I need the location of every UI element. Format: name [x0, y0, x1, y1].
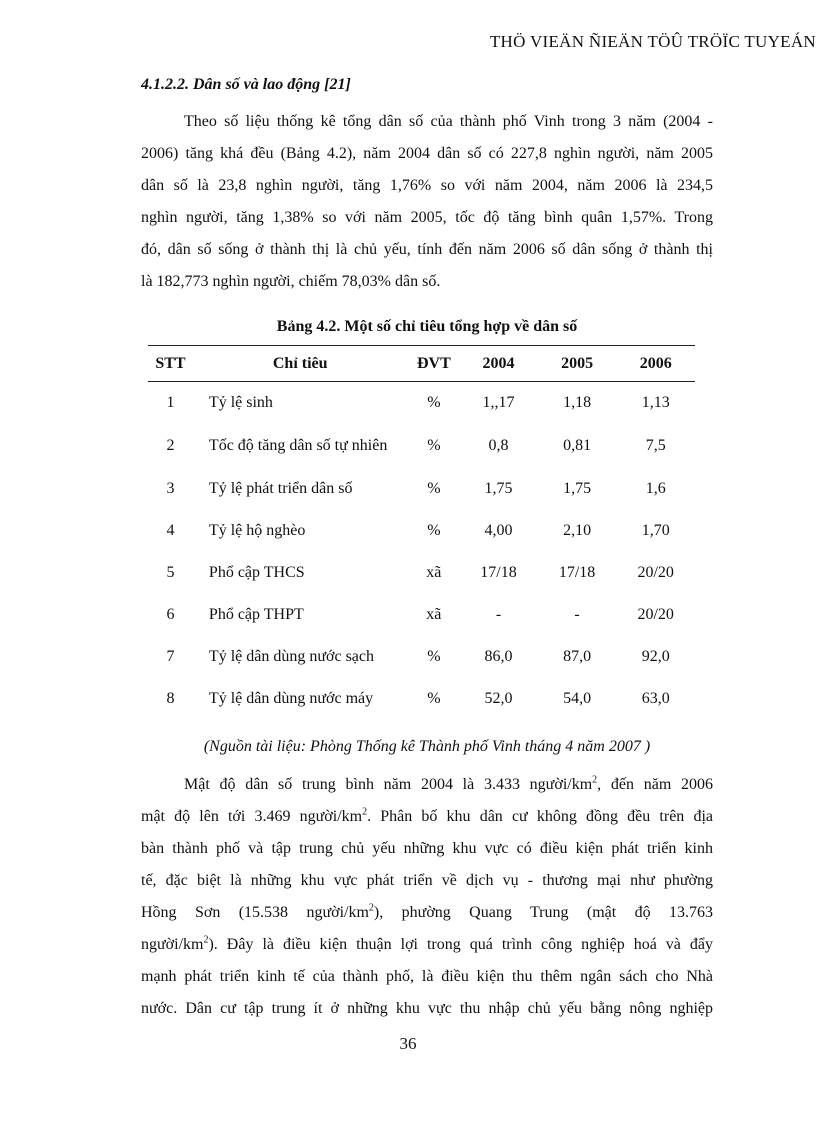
- cell-2006: 1,70: [641, 522, 670, 539]
- text-run: mật độ lên tới 3.469 người/km: [141, 808, 363, 825]
- cell-stt: 4: [166, 522, 175, 539]
- text-run: . Phân bố khu dân cư không đồng đều trên địa: [367, 808, 713, 825]
- cell-2004: 4,00: [484, 522, 513, 539]
- paragraph-line: [141, 769, 713, 801]
- table-row: [148, 636, 695, 678]
- cell-indicator: Tỷ lệ hộ nghèo: [208, 522, 306, 539]
- cell-2005: 0,81: [563, 437, 592, 454]
- table-title: Bảng 4.2. Một số chỉ tiêu tổng hợp về dân số: [276, 318, 578, 335]
- table-header-row: [148, 346, 695, 382]
- table-source-note: (Nguồn tài liệu: Phòng Thống kê Thành phố Vinh tháng 4 năm 2007 ): [203, 738, 651, 755]
- cell-2005: 17/18: [558, 564, 596, 581]
- table-row: [148, 468, 695, 510]
- cell-2004: -: [495, 606, 502, 623]
- cell-2005: -: [574, 606, 580, 623]
- paragraph-population: [141, 106, 713, 298]
- cell-stt: 8: [166, 690, 175, 707]
- cell-2006: 1,13: [641, 394, 670, 411]
- header-unit: ĐVT: [409, 346, 460, 382]
- paragraph-line: đó, dân số sống ở thành thị là chủ yếu, tính đến năm 2006 số dân sống ở thành thị: [141, 241, 713, 258]
- table-row: [148, 552, 695, 594]
- cell-unit: %: [427, 690, 441, 707]
- cell-indicator: [193, 424, 409, 468]
- section-title: 4.1.2.2. Dân số và lao động [21]: [141, 76, 351, 93]
- cell-2004: 17/18: [480, 564, 517, 581]
- cell-unit: xã: [426, 606, 442, 623]
- paragraph-line: nước. Dân cư tập trung ít ở những khu vực thu nhập chủ yếu bằng nông nghiệp: [141, 1000, 713, 1017]
- text-run: ). Đây là điều kiện thuận lợi trong quá trình công nghiệp hoá và đẩy: [208, 936, 713, 953]
- cell-2006: 92,0: [641, 648, 670, 665]
- cell-indicator: Tỷ lệ phát triển dân số: [208, 480, 353, 497]
- table-row: [148, 424, 695, 468]
- cell-stt: 2: [166, 437, 175, 454]
- cell-2005: 87,0: [563, 648, 592, 665]
- cell-2006: 20/20: [637, 564, 674, 581]
- cell-unit: %: [427, 394, 441, 411]
- cell-stt: 6: [166, 606, 175, 623]
- text-run: Mật độ dân số trung bình năm 2004 là 3.433 người/km: [184, 776, 593, 793]
- text-run: , đến năm 2006: [597, 776, 713, 793]
- text-run: người/km: [141, 936, 204, 953]
- cell-2005: 1,75: [563, 480, 592, 497]
- cell-2006: 7,5: [645, 437, 666, 454]
- population-table: [148, 345, 695, 720]
- paragraph-line: [141, 801, 713, 833]
- cell-2004: 0,8: [488, 437, 509, 454]
- paragraph-line: [141, 929, 713, 961]
- superscript: 2: [362, 806, 368, 818]
- cell-indicator: Phổ cập THCS: [208, 564, 305, 581]
- paragraph-line: 2006) tăng khá đều (Bảng 4.2), năm 2004 dân số có 227,8 nghìn người, năm 2005: [141, 145, 713, 162]
- header-indicator: Chỉ tiêu: [193, 346, 409, 382]
- paragraph-line: bàn thành phố và tập trung chủ yếu những khu vực có điều kiện phát triển kinh: [141, 840, 713, 857]
- header-stt: STT: [148, 346, 193, 382]
- cell-2004: 1,,17: [482, 394, 515, 411]
- paragraph-line: là 182,773 nghìn người, chiếm 78,03% dân số.: [141, 273, 441, 290]
- cell-indicator: Tỷ lệ dân dùng nước máy: [208, 690, 374, 707]
- table-row: [148, 594, 695, 636]
- text-run: ), phường Quang Trung (mật độ 13.763: [373, 904, 714, 921]
- page-number: 36: [399, 1034, 417, 1053]
- superscript: 2: [368, 902, 374, 914]
- cell-unit: %: [427, 437, 441, 454]
- table-row: [148, 382, 695, 425]
- cell-indicator-text: Tốc độ tăng dân số tự nhiên: [208, 437, 388, 454]
- paragraph-line: mạnh phát triển kinh tế của thành phố, là điều kiện thu thêm ngân sách cho Nhà: [141, 968, 713, 985]
- paragraph-line: nghìn người, tăng 1,38% so với năm 2005, tốc độ tăng bình quân 1,57%. Trong: [141, 209, 713, 226]
- page-header: THÖ VIEÄN ÑIEÄN TÖÛ TRÖÏC TUYEÁN: [489, 32, 816, 51]
- paragraph-line: Theo số liệu thống kê tổng dân số của thành phố Vinh trong 3 năm (2004 -: [184, 113, 713, 130]
- cell-unit: %: [427, 648, 441, 665]
- cell-stt: 3: [166, 480, 175, 497]
- cell-2004: 52,0: [484, 690, 513, 707]
- cell-2006: 1,6: [645, 480, 666, 497]
- header-2005: 2005: [538, 346, 617, 382]
- table-row: [148, 678, 695, 720]
- cell-2006: 20/20: [637, 606, 674, 623]
- cell-indicator: Tỷ lệ dân dùng nước sạch: [208, 648, 375, 665]
- cell-2005: 54,0: [563, 690, 592, 707]
- cell-indicator: Tỷ lệ sinh: [208, 394, 273, 411]
- paragraph-line: dân số là 23,8 nghìn người, tăng 1,76% so với năm 2004, năm 2006 là 234,5: [141, 177, 713, 194]
- cell-2006: 63,0: [641, 690, 670, 707]
- superscript: 2: [203, 934, 209, 946]
- superscript: 2: [592, 774, 598, 786]
- cell-stt: 7: [166, 648, 175, 665]
- cell-2005: 1,18: [563, 394, 592, 411]
- header-2004: 2004: [459, 346, 538, 382]
- header-2006: 2006: [616, 346, 695, 382]
- paragraph-line: tế, đặc biệt là những khu vực phát triển về dịch vụ - thương mại như phường: [141, 872, 713, 889]
- text-run: Hồng Sơn (15.538 người/km: [141, 904, 369, 921]
- paragraph-line: [141, 897, 713, 929]
- table-row: [148, 510, 695, 552]
- paragraph-density: [141, 769, 713, 1025]
- cell-unit: %: [427, 480, 441, 497]
- cell-2004: 86,0: [484, 648, 513, 665]
- cell-stt: 1: [166, 394, 175, 411]
- cell-stt: 5: [166, 564, 175, 581]
- cell-unit: xã: [426, 564, 442, 581]
- cell-indicator: Phổ cập THPT: [208, 606, 304, 623]
- cell-2005: 2,10: [563, 522, 592, 539]
- cell-unit: %: [427, 522, 441, 539]
- cell-2004: 1,75: [484, 480, 513, 497]
